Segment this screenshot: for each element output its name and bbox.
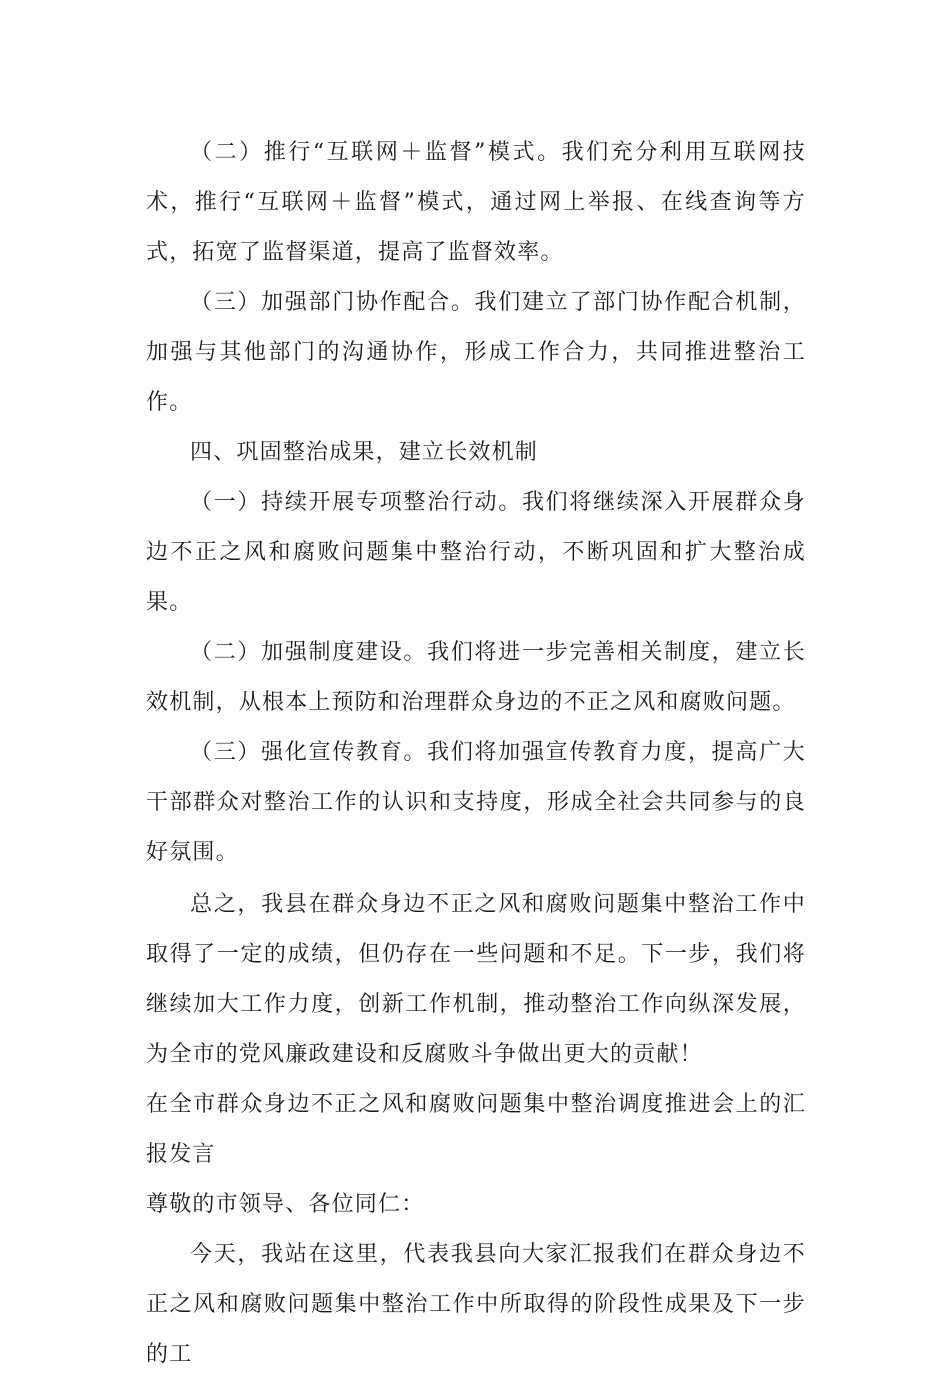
- paragraph-department-cooperation: （三）加强部门协作配合。我们建立了部门协作配合机制，加强与其他部门的沟通协作，形成工作合力，共同推进整治工作。: [146, 290, 806, 415]
- paragraph-publicity-education: （三）强化宣传教育。我们将加强宣传教育力度，提高广大干部群众对整治工作的认识和支持度，形成全社会共同参与的良好氛围。: [146, 740, 806, 865]
- paragraph-special-campaign: （一）持续开展专项整治行动。我们将继续深入开展群众身边不正之风和腐败问题集中整治行动，不断巩固和扩大整治成果。: [146, 490, 806, 615]
- paragraph-system-building: （二）加强制度建设。我们将进一步完善相关制度，建立长效机制，从根本上预防和治理群众身边的不正之风和腐败问题。: [146, 640, 806, 715]
- salutation: 尊敬的市领导、各位同仁：: [146, 1192, 425, 1217]
- paragraph-conclusion: 总之，我县在群众身边不正之风和腐败问题集中整治工作中取得了一定的成绩，但仍存在一些问题和不足。下一步，我们将继续加大工作力度，创新工作机制，推动整治工作向纵深发展，为全市的党风廉政建设和反腐败斗争做出更大的贡献！: [146, 892, 806, 1067]
- paragraph-opening: 今天，我站在这里，代表我县向大家汇报我们在群众身边不正之风和腐败问题集中整治工作中所取得的阶段性成果及下一步的工: [146, 1242, 806, 1367]
- speech-title: 在全市群众身边不正之风和腐败问题集中整治调度推进会上的汇报发言: [146, 1092, 806, 1167]
- section-heading-four: 四、巩固整治成果，建立长效机制: [190, 440, 539, 465]
- paragraph-internet-supervision: （二）推行“互联网＋监督”模式。我们充分利用互联网技术，推行“互联网＋监督”模式，通过网上举报、在线查询等方式，拓宽了监督渠道，提高了监督效率。: [146, 140, 806, 265]
- document-body: [146, 128, 806, 1380]
